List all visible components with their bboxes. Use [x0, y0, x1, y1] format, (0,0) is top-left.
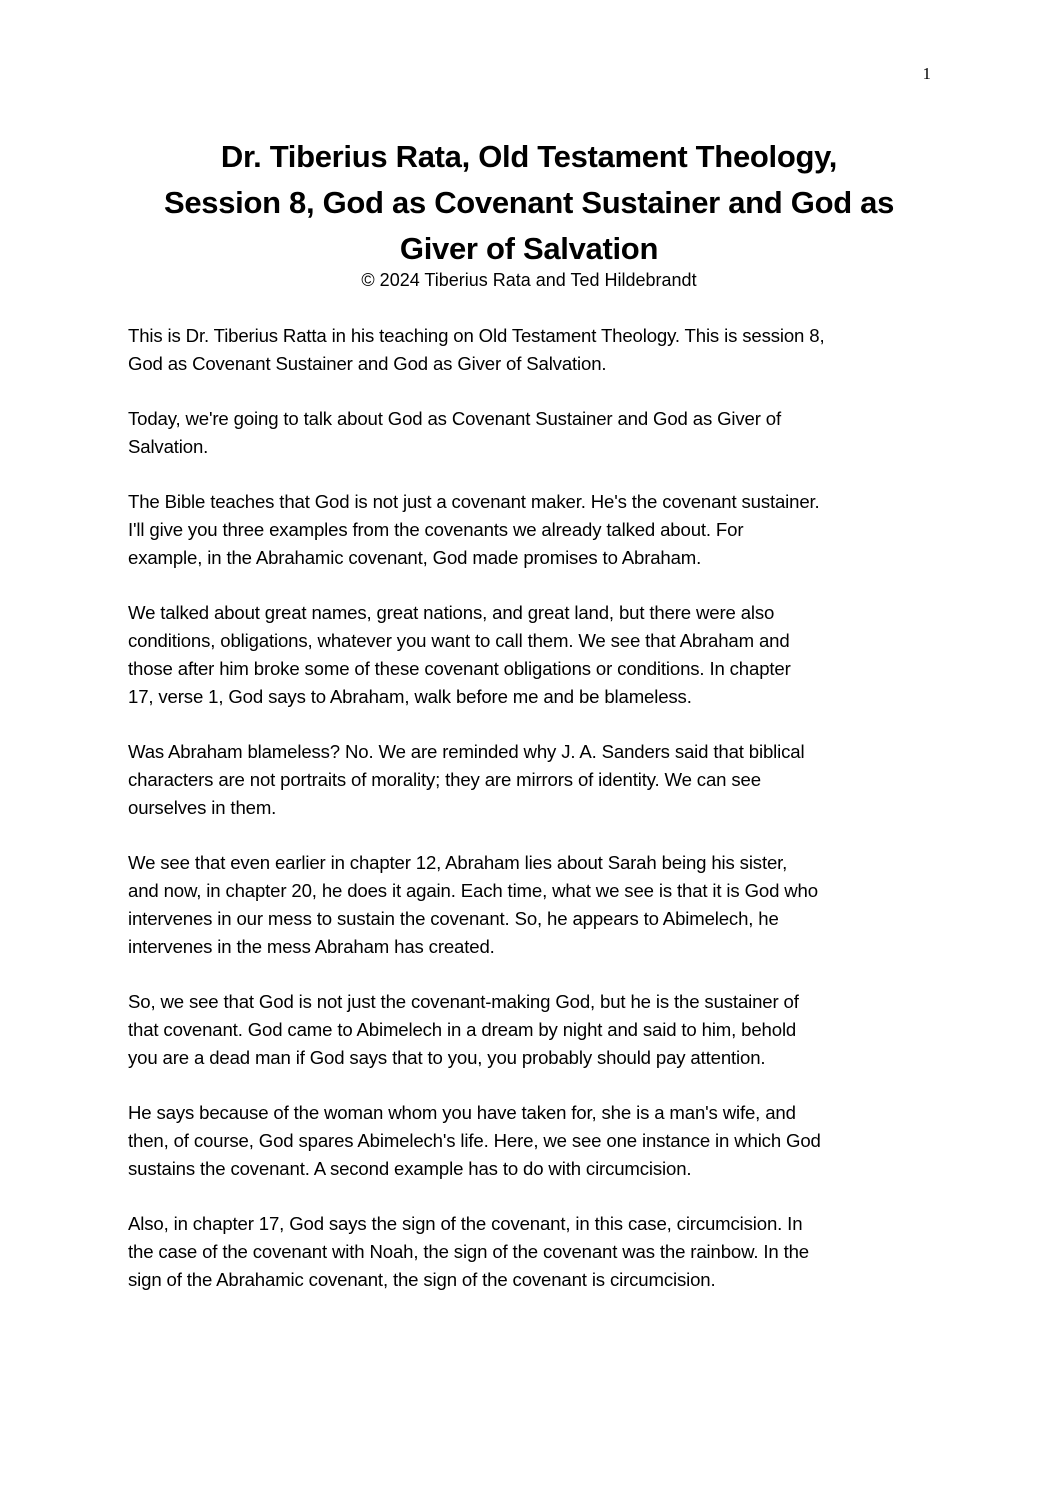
- copyright-notice: © 2024 Tiberius Rata and Ted Hildebrandt: [361, 270, 697, 290]
- paragraph: [128, 322, 943, 378]
- line: Salvation.: [128, 436, 209, 457]
- line: example, in the Abrahamic covenant, God made promises to Abraham.: [128, 547, 702, 568]
- paragraph: [128, 1210, 943, 1294]
- title-line: Dr. Tiberius Rata, Old Testament Theology,: [220, 139, 838, 174]
- title-line: Session 8, God as Covenant Sustainer and God as: [163, 185, 895, 220]
- line: the case of the covenant with Noah, the sign of the covenant was the rainbow. In the: [128, 1241, 809, 1262]
- line: Also, in chapter 17, God says the sign of the covenant, in this case, circumcision. In: [128, 1213, 803, 1234]
- line: ourselves in them.: [128, 797, 277, 818]
- paragraph: [128, 488, 943, 572]
- page-number: 1: [922, 64, 931, 83]
- line: sign of the Abrahamic covenant, the sign of the covenant is circumcision.: [128, 1269, 716, 1290]
- line: We see that even earlier in chapter 12, Abraham lies about Sarah being his sister,: [128, 852, 788, 873]
- paragraph: [128, 738, 943, 822]
- line: intervenes in our mess to sustain the covenant. So, he appears to Abimelech, he: [128, 908, 779, 929]
- line: that covenant. God came to Abimelech in a dream by night and said to him, behold: [128, 1019, 797, 1040]
- paragraph: [128, 1099, 943, 1183]
- line: sustains the covenant. A second example has to do with circumcision.: [128, 1158, 692, 1179]
- line: conditions, obligations, whatever you want to call them. We see that Abraham and: [128, 630, 790, 651]
- line: and now, in chapter 20, he does it again. Each time, what we see is that it is God who: [128, 880, 818, 901]
- paragraph: [128, 405, 943, 461]
- line: you are a dead man if God says that to you, you probably should pay attention.: [128, 1047, 766, 1068]
- document-title: [100, 134, 958, 272]
- line: Was Abraham blameless? No. We are reminded why J. A. Sanders said that biblical: [128, 741, 805, 762]
- line: intervenes in the mess Abraham has created.: [128, 936, 495, 957]
- line: characters are not portraits of morality; they are mirrors of identity. We can see: [128, 769, 761, 790]
- line: The Bible teaches that God is not just a covenant maker. He's the covenant sustainer.: [128, 491, 820, 512]
- line: God as Covenant Sustainer and God as Giver of Salvation.: [128, 353, 607, 374]
- document-body: [128, 322, 943, 1321]
- paragraph: [128, 988, 943, 1072]
- line: So, we see that God is not just the covenant-making God, but he is the sustainer of: [128, 991, 799, 1012]
- line: We talked about great names, great nations, and great land, but there were also: [128, 602, 775, 623]
- line: I'll give you three examples from the covenants we already talked about. For: [128, 519, 744, 540]
- line: those after him broke some of these covenant obligations or conditions. In chapter: [128, 658, 791, 679]
- line: He says because of the woman whom you have taken for, she is a man's wife, and: [128, 1102, 796, 1123]
- line: Today, we're going to talk about God as Covenant Sustainer and God as Giver of: [128, 408, 782, 429]
- line: 17, verse 1, God says to Abraham, walk before me and be blameless.: [128, 686, 692, 707]
- paragraph: [128, 849, 943, 961]
- paragraph: [128, 599, 943, 711]
- title-line: Giver of Salvation: [399, 231, 659, 266]
- line: This is Dr. Tiberius Ratta in his teaching on Old Testament Theology. This is session 8,: [128, 325, 825, 346]
- line: then, of course, God spares Abimelech's life. Here, we see one instance in which God: [128, 1130, 821, 1151]
